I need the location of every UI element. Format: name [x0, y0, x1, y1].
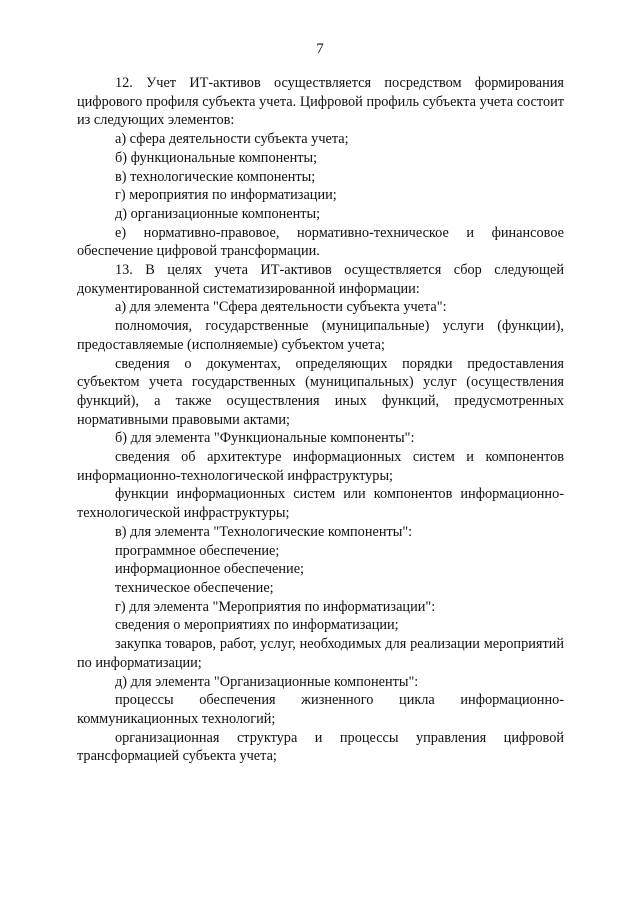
list-item-text: программное обеспечение;	[115, 542, 280, 559]
subheading-v: в) для элемента "Технологические компоненты":	[115, 523, 413, 540]
list-item-text: процессы обеспечения жизненного цикла информационно-коммуникационных технологий;	[77, 692, 564, 727]
list-item-text: сведения о документах, определяющих порядки предоставления субъектом учета государственных (муниципальных) услуг (осуществления функций), а также осуществления иных функций, предусмотренных нормативными правовыми актами;	[77, 355, 564, 428]
list-item-text: полномочия, государственные (муниципальные) услуги (функции), предоставляемые (исполняемые) субъектом учета;	[77, 318, 564, 353]
list-item-text: техническое обеспечение;	[115, 579, 274, 596]
page-number: 7	[316, 41, 324, 57]
paragraph-12: 12. Учет ИТ-активов осуществляется посредством формирования цифрового профиля субъекта учета. Цифровой профиль субъекта учета состоит из следующих элементов:	[77, 75, 564, 129]
list-item-text: функции информационных систем или компонентов информационно-технологической инфраструктуры;	[77, 486, 564, 522]
list-item-text: информационное обеспечение;	[115, 561, 305, 578]
list-item-e: е) нормативно-правовое, нормативно-техническое и финансовое обеспечение цифровой трансформации.	[77, 224, 564, 260]
document-body	[77, 74, 564, 766]
list-item-text: закупка товаров, работ, услуг, необходимых для реализации мероприятий по информатизации;	[77, 636, 564, 671]
list-item-b: б) функциональные компоненты;	[115, 149, 318, 166]
subheading-g: г) для элемента "Мероприятия по информатизации":	[115, 598, 436, 615]
list-item-g: г) мероприятия по информатизации;	[115, 187, 337, 204]
list-item-text: организационная структура и процессы управления цифровой трансформацией субъекта учета;	[77, 729, 564, 765]
list-item-d: д) организационные компоненты;	[115, 205, 321, 222]
subheading-b: б) для элемента "Функциональные компоненты":	[115, 430, 415, 447]
subheading-a: а) для элемента "Сфера деятельности субъекта учета":	[115, 299, 447, 316]
list-item-v: в) технологические компоненты;	[115, 168, 316, 185]
paragraph-13: 13. В целях учета ИТ-активов осуществляется сбор следующей документированной систематизированной информации:	[77, 262, 564, 297]
list-item-a: а) сфера деятельности субъекта учета;	[115, 131, 349, 148]
subheading-d: д) для элемента "Организационные компоненты":	[115, 673, 419, 690]
list-item-text: сведения об архитектуре информационных систем и компонентов информационно-технологической инфраструктуры;	[77, 449, 564, 484]
list-item-text: сведения о мероприятиях по информатизации;	[115, 617, 399, 634]
